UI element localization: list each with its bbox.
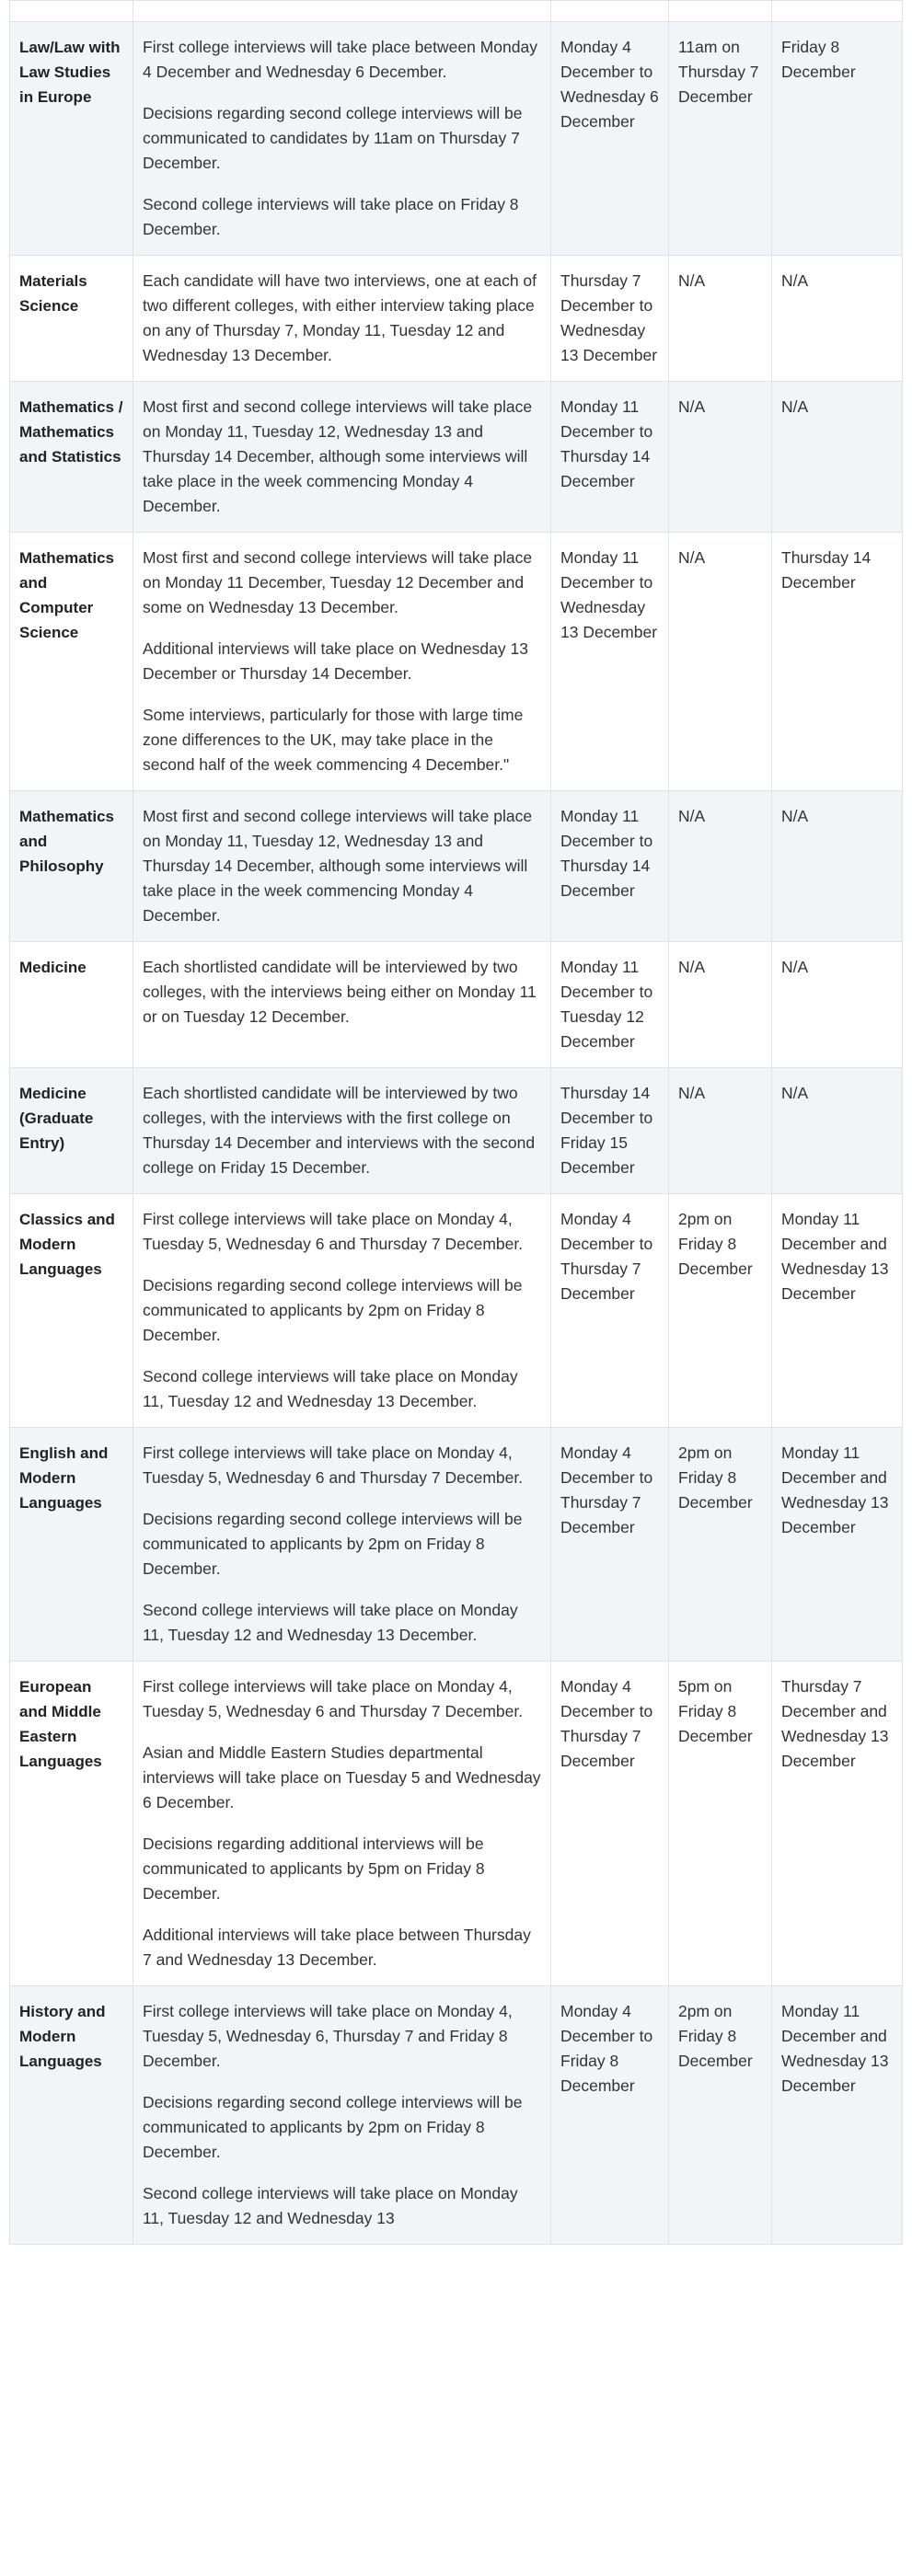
interview-detail-paragraph: Most first and second college interviews will take place on Monday 11, Tuesday 12, Wednesday 13 and Thursday 14 December, although some interviews will take place in the week commencing Monday 4 December.	[143, 397, 533, 515]
interview-detail-paragraph: Each candidate will have two interviews, one at each of two different colleges, with either interview taking place on any of Thursday 7, Monday 11, Tuesday 12 and Wednesday 13 December.	[143, 271, 537, 364]
decision-time-cell: 2pm on Friday 8 December	[669, 1428, 772, 1662]
decision-time-cell: 2pm on Friday 8 December	[669, 1986, 772, 2245]
decision-time-cell: N/A	[669, 1068, 772, 1194]
decision-time-cell: N/A	[669, 942, 772, 1068]
interview-detail-paragraph: Decisions regarding second college interviews will be communicated to applicants by 2pm on Friday 8 December.	[143, 1276, 523, 1344]
interview-dates-cell: Monday 11 December to Thursday 14 December	[551, 382, 669, 533]
interview-dates-cell: Monday 4 December to Wednesday 6 December	[551, 22, 669, 256]
table-cell	[551, 1, 669, 22]
interview-detail-paragraph: First college interviews will take place on Monday 4, Tuesday 5, Wednesday 6 and Thursday 7 December.	[143, 1210, 524, 1253]
interview-details-cell	[133, 1428, 551, 1662]
subject-cell: Materials Science	[10, 256, 133, 382]
interview-detail-paragraph: Second college interviews will take place on Monday 11, Tuesday 12 and Wednesday 13 December.	[143, 1601, 518, 1644]
interview-details-cell	[133, 256, 551, 382]
interview-detail-paragraph: First college interviews will take place on Monday 4, Tuesday 5, Wednesday 6 and Thursday 7 December.	[143, 1443, 524, 1487]
interview-detail-paragraph: Each shortlisted candidate will be interviewed by two colleges, with the interviews being either on Monday 11 or on Tuesday 12 December.	[143, 958, 537, 1026]
second-interview-dates-cell: Monday 11 December and Wednesday 13 December	[772, 1986, 903, 2245]
interview-details-cell	[133, 22, 551, 256]
interview-schedule-table-wrapper	[9, 0, 902, 2245]
interview-details-cell	[133, 382, 551, 533]
interview-dates-cell: Monday 4 December to Thursday 7 December	[551, 1428, 669, 1662]
interview-details-cell	[133, 791, 551, 942]
interview-detail-paragraph: Additional interviews will take place on Wednesday 13 December or Thursday 14 December.	[143, 639, 528, 683]
table-row	[10, 382, 903, 533]
table-row	[10, 1068, 903, 1194]
table-row	[10, 1428, 903, 1662]
second-interview-dates-cell: N/A	[772, 382, 903, 533]
table-row	[10, 256, 903, 382]
decision-time-cell: N/A	[669, 791, 772, 942]
table-row	[10, 942, 903, 1068]
interview-detail-paragraph: First college interviews will take place on Monday 4, Tuesday 5, Wednesday 6, Thursday 7 and Friday 8 December.	[143, 2002, 513, 2070]
subject-cell: Mathematics and Philosophy	[10, 791, 133, 942]
second-interview-dates-cell: Monday 11 December and Wednesday 13 December	[772, 1428, 903, 1662]
decision-time-cell: N/A	[669, 382, 772, 533]
interview-detail-paragraph: Decisions regarding second college interviews will be communicated to applicants by 2pm on Friday 8 December.	[143, 2093, 523, 2161]
subject-cell: Mathematics and Computer Science	[10, 533, 133, 791]
interview-dates-cell: Monday 11 December to Thursday 14 December	[551, 791, 669, 942]
interview-details-cell	[133, 942, 551, 1068]
interview-details-cell	[133, 1662, 551, 1986]
interview-detail-paragraph: Additional interviews will take place between Thursday 7 and Wednesday 13 December.	[143, 1926, 531, 1969]
interview-details-cell	[133, 1068, 551, 1194]
interview-dates-cell: Monday 4 December to Thursday 7 December	[551, 1662, 669, 1986]
table-row	[10, 1194, 903, 1428]
table-cell	[133, 1, 551, 22]
interview-detail-paragraph: Decisions regarding additional interviews will be communicated to applicants by 5pm on Friday 8 December.	[143, 1834, 485, 1903]
table-cell	[669, 1, 772, 22]
second-interview-dates-cell: N/A	[772, 942, 903, 1068]
interview-detail-paragraph: Second college interviews will take place on Monday 11, Tuesday 12 and Wednesday 13	[143, 2184, 518, 2227]
table-body	[10, 1, 903, 2245]
subject-cell: Medicine (Graduate Entry)	[10, 1068, 133, 1194]
table-row-top-fragment	[10, 1, 903, 22]
second-interview-dates-cell: N/A	[772, 1068, 903, 1194]
interview-detail-paragraph: Second college interviews will take place on Friday 8 December.	[143, 195, 519, 238]
table-cell	[772, 1, 903, 22]
interview-schedule-table	[9, 0, 903, 2245]
table-row	[10, 1662, 903, 1986]
interview-detail-paragraph: Most first and second college interviews will take place on Monday 11, Tuesday 12, Wednesday 13 and Thursday 14 December, although some interviews will take place in the week commencing Monday 4 December.	[143, 807, 533, 925]
subject-cell: English and Modern Languages	[10, 1428, 133, 1662]
interview-detail-paragraph: Second college interviews will take place on Monday 11, Tuesday 12 and Wednesday 13 December.	[143, 1367, 518, 1410]
interview-details-cell	[133, 533, 551, 791]
interview-details-cell	[133, 1194, 551, 1428]
second-interview-dates-cell: N/A	[772, 256, 903, 382]
second-interview-dates-cell: Monday 11 December and Wednesday 13 December	[772, 1194, 903, 1428]
table-row	[10, 22, 903, 256]
interview-detail-paragraph: Most first and second college interviews will take place on Monday 11 December, Tuesday 12 December and some on Wednesday 13 December.	[143, 548, 533, 616]
table-row	[10, 791, 903, 942]
decision-time-cell: 2pm on Friday 8 December	[669, 1194, 772, 1428]
subject-cell: History and Modern Languages	[10, 1986, 133, 2245]
subject-cell: Law/Law with Law Studies in Europe	[10, 22, 133, 256]
interview-dates-cell: Thursday 14 December to Friday 15 December	[551, 1068, 669, 1194]
decision-time-cell: 5pm on Friday 8 December	[669, 1662, 772, 1986]
table-cell	[10, 1, 133, 22]
interview-details-cell	[133, 1986, 551, 2245]
subject-cell: Classics and Modern Languages	[10, 1194, 133, 1428]
interview-detail-paragraph: Some interviews, particularly for those with large time zone differences to the UK, may take place in the second half of the week commencing 4 December."	[143, 706, 524, 774]
interview-dates-cell: Monday 11 December to Tuesday 12 December	[551, 942, 669, 1068]
second-interview-dates-cell: Thursday 7 December and Wednesday 13 December	[772, 1662, 903, 1986]
table-row	[10, 1986, 903, 2245]
interview-detail-paragraph: Each shortlisted candidate will be interviewed by two colleges, with the interviews with the first college on Thursday 14 December and interviews with the second college on Friday 15 December.	[143, 1084, 536, 1177]
interview-dates-cell: Monday 4 December to Thursday 7 December	[551, 1194, 669, 1428]
interview-dates-cell: Monday 4 December to Friday 8 December	[551, 1986, 669, 2245]
interview-detail-paragraph: First college interviews will take place between Monday 4 December and Wednesday 6 December.	[143, 38, 537, 81]
second-interview-dates-cell: Friday 8 December	[772, 22, 903, 256]
subject-cell: Mathematics / Mathematics and Statistics	[10, 382, 133, 533]
interview-detail-paragraph: Asian and Middle Eastern Studies departmental interviews will take place on Tuesday 5 and Wednesday 6 December.	[143, 1743, 541, 1811]
interview-detail-paragraph: Decisions regarding second college interviews will be communicated to applicants by 2pm on Friday 8 December.	[143, 1510, 523, 1578]
second-interview-dates-cell: N/A	[772, 791, 903, 942]
subject-cell: Medicine	[10, 942, 133, 1068]
interview-detail-paragraph: Decisions regarding second college interviews will be communicated to candidates by 11am on Thursday 7 December.	[143, 104, 523, 172]
decision-time-cell: N/A	[669, 256, 772, 382]
second-interview-dates-cell: Thursday 14 December	[772, 533, 903, 791]
subject-cell: European and Middle Eastern Languages	[10, 1662, 133, 1986]
interview-dates-cell: Thursday 7 December to Wednesday 13 December	[551, 256, 669, 382]
decision-time-cell: N/A	[669, 533, 772, 791]
interview-detail-paragraph: First college interviews will take place on Monday 4, Tuesday 5, Wednesday 6 and Thursday 7 December.	[143, 1677, 524, 1720]
interview-dates-cell: Monday 11 December to Wednesday 13 December	[551, 533, 669, 791]
table-row	[10, 533, 903, 791]
decision-time-cell: 11am on Thursday 7 December	[669, 22, 772, 256]
